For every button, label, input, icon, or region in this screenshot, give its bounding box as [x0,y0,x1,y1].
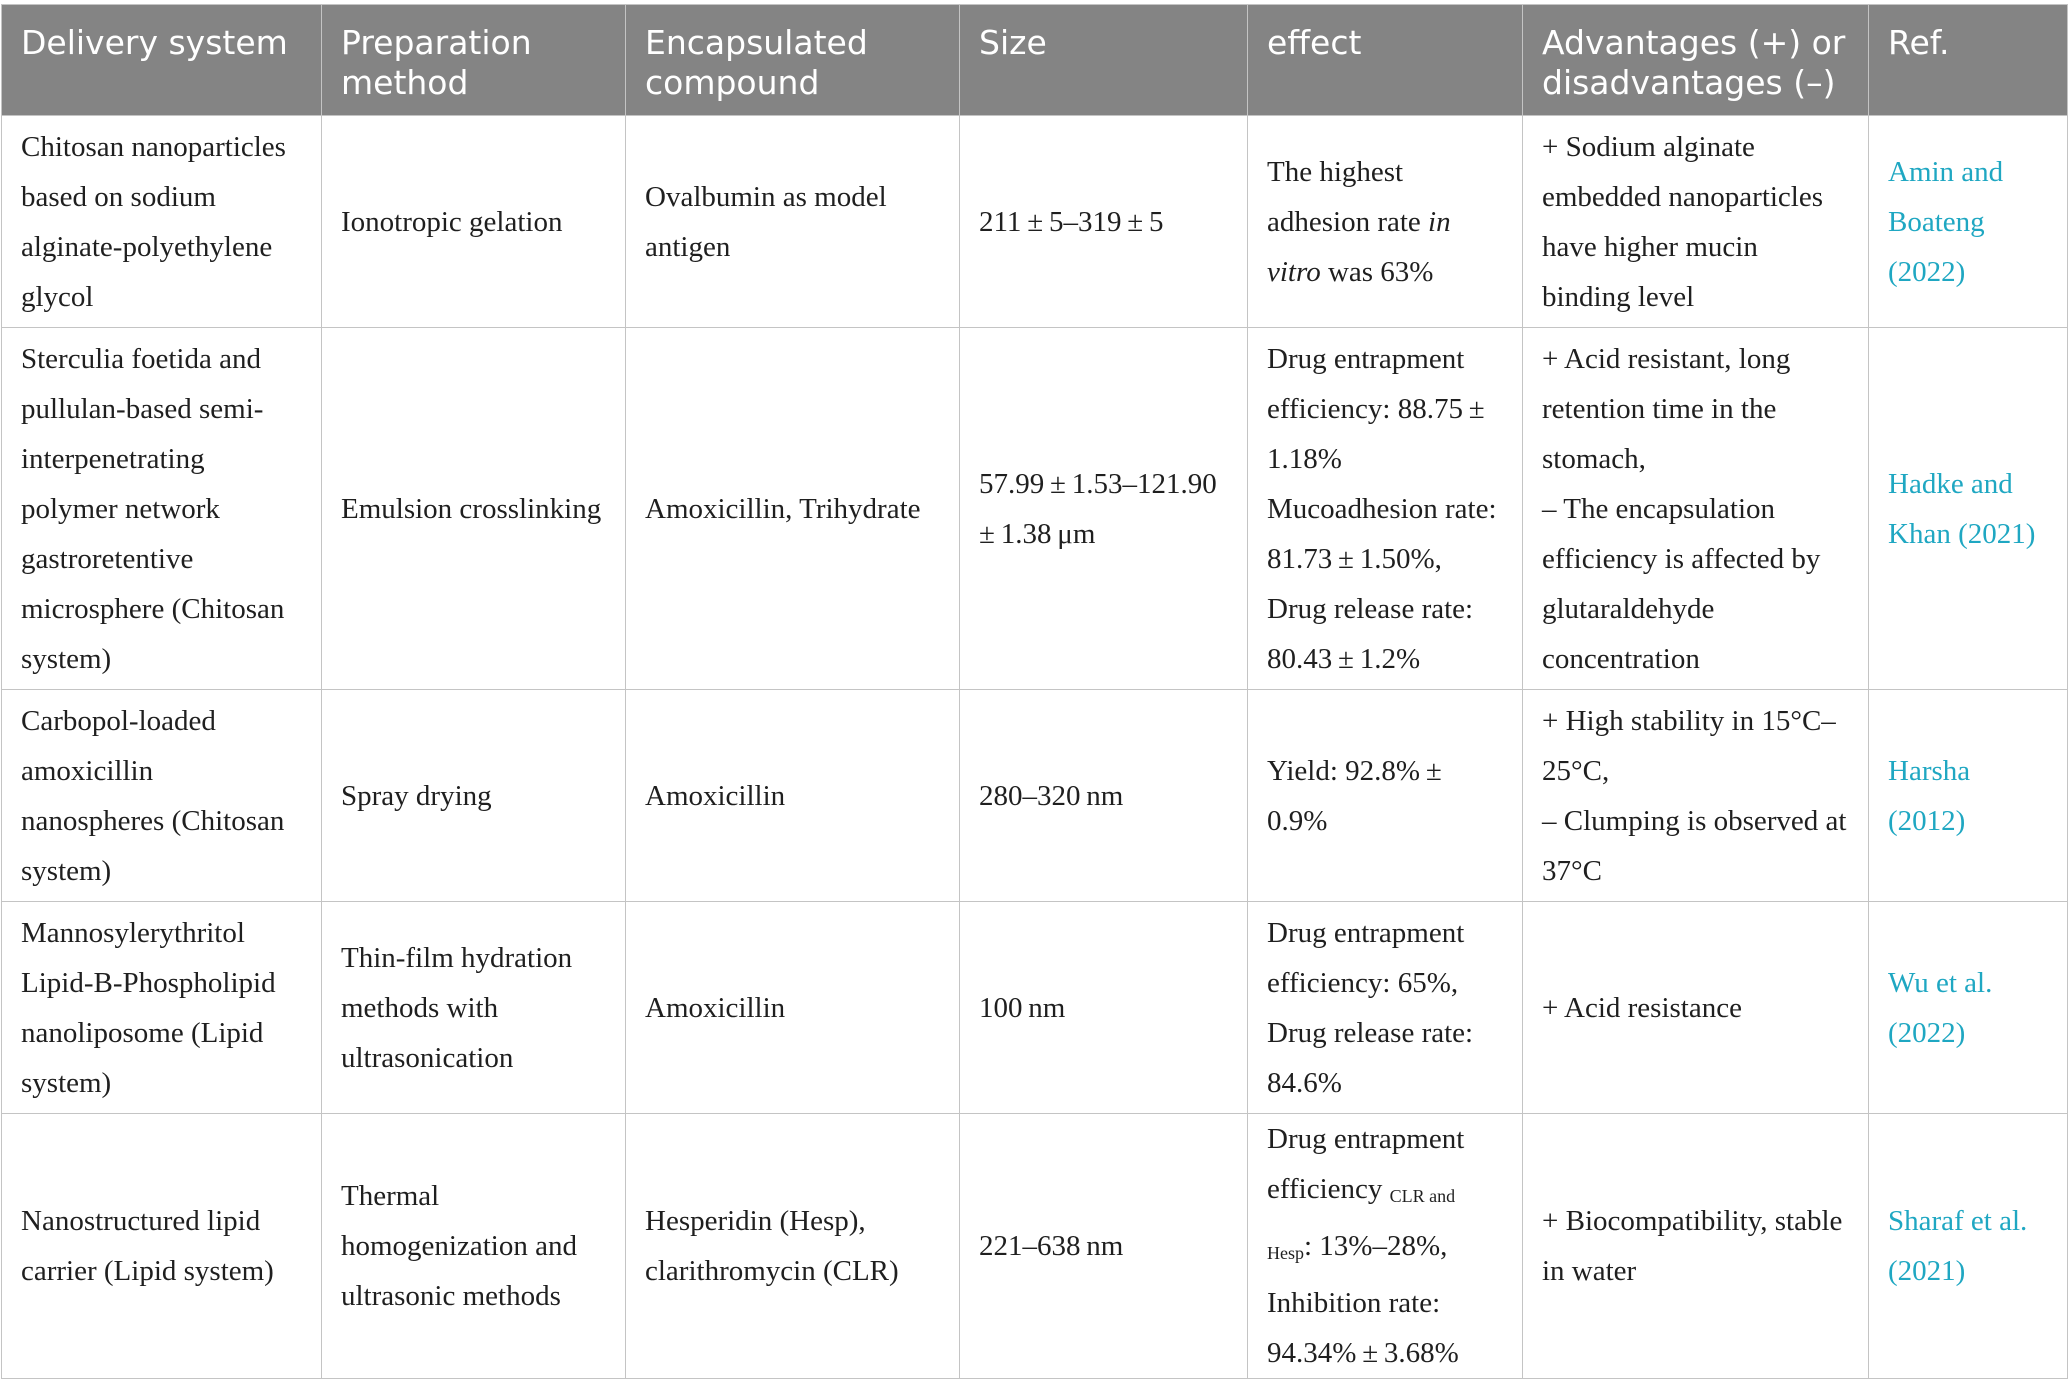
header-delivery-system: Delivery system [2,5,322,116]
table-header [2,5,2068,116]
effect-line: Drug entrapment efficiency: 65%, [1267,916,1465,999]
effect-line: Drug release rate: 84.6% [1267,1016,1474,1099]
cell-preparation-method: Emulsion crosslinking [322,328,626,690]
cell-effect [1248,690,1523,902]
cell-advantages [1523,116,1869,328]
table-row [2,902,2068,1114]
cell-effect [1248,328,1523,690]
advantage-line: + Acid resistance [1542,991,1742,1024]
advantage-line: + Sodium alginate embedded nanoparticles have higher mucin binding level [1542,130,1824,313]
reference-link[interactable]: Wu et al. (2022) [1869,902,2068,1114]
cell-size: 57.99 ± 1.53–121.90 ± 1.38 μm [960,328,1248,690]
advantage-line: + Acid resistant, long retention time in the stomach, [1542,342,1791,475]
table-row [2,116,2068,328]
effect-line: Mucoadhesion rate: 81.73 ± 1.50%, [1267,492,1497,575]
header-ref: Ref. [1869,5,2068,116]
advantage-line: + High stability in 15°C–25°C, [1542,704,1836,787]
table-body [2,116,2068,1379]
cell-encapsulated-compound: Amoxicillin [626,690,960,902]
cell-preparation-method: Ionotropic gelation [322,116,626,328]
header-encapsulated-compound: Encapsulated compound [626,5,960,116]
cell-encapsulated-compound: Amoxicillin [626,902,960,1114]
cell-delivery-system: Nanostructured lipid carrier (Lipid system) [2,1114,322,1379]
table-row [2,1114,2068,1379]
cell-size: 211 ± 5–319 ± 5 [960,116,1248,328]
cell-size: 221–638 nm [960,1114,1248,1379]
effect-line: Drug release rate: 80.43 ± 1.2% [1267,592,1474,675]
cell-preparation-method: Thermal homogenization and ultrasonic methods [322,1114,626,1379]
effect-italic-text: in vitro [1267,205,1451,288]
cell-size: 100 nm [960,902,1248,1114]
header-advantages: Advantages (+) or disadvantages (–) [1523,5,1869,116]
disadvantage-line: – Clumping is observed at 37°C [1542,804,1847,887]
cell-advantages [1523,1114,1869,1379]
cell-preparation-method: Spray drying [322,690,626,902]
effect-ee-subscript: CLR and Hesp [1267,1186,1456,1263]
effect-text: The highest adhesion rate [1267,155,1429,238]
effect-line: Drug entrapment efficiency: 88.75 ± 1.18% [1267,342,1491,475]
cell-size: 280–320 nm [960,690,1248,902]
reference-link[interactable]: Sharaf et al. (2021) [1869,1114,2068,1379]
cell-encapsulated-compound: Hesperidin (Hesp), clarithromycin (CLR) [626,1114,960,1379]
cell-advantages [1523,690,1869,902]
cell-effect [1248,116,1523,328]
effect-ee-suffix: : 13%–28%, [1304,1230,1448,1262]
reference-link[interactable]: Hadke and Khan (2021) [1869,328,2068,690]
cell-effect [1248,1114,1523,1379]
cell-advantages [1523,328,1869,690]
cell-preparation-method: Thin-film hydration methods with ultrasonication [322,902,626,1114]
cell-encapsulated-compound: Ovalbumin as model antigen [626,116,960,328]
effect-line: Inhibition rate: 94.34% ± 3.68% [1267,1287,1459,1369]
reference-link[interactable]: Harsha (2012) [1869,690,2068,902]
cell-delivery-system: Sterculia foetida and pullulan-based semi-interpenetrating polymer network gastroretentive microsphere (Chitosan system) [2,328,322,690]
cell-encapsulated-compound: Amoxicillin, Trihydrate [626,328,960,690]
effect-ee-prefix: Drug entrapment efficiency [1267,1123,1465,1205]
effect-line [1267,1114,1504,1278]
effect-line: Yield: 92.8% ± 0.9% [1267,754,1448,837]
disadvantage-line: – The encapsulation efficiency is affected by glutaraldehyde concentration [1542,492,1821,675]
header-row [2,5,2068,116]
delivery-systems-table [1,4,2068,1379]
effect-text-end: was 63% [1320,255,1434,288]
advantage-line: + Biocompatibility, stable in water [1542,1205,1843,1287]
table-row [2,690,2068,902]
cell-effect [1248,902,1523,1114]
cell-delivery-system: Chitosan nanoparticles based on sodium alginate-polyethylene glycol [2,116,322,328]
table-row [2,328,2068,690]
cell-advantages [1523,902,1869,1114]
reference-link[interactable]: Amin and Boateng (2022) [1869,116,2068,328]
cell-delivery-system: Carbopol-loaded amoxicillin nanospheres (Chitosan system) [2,690,322,902]
header-effect: effect [1248,5,1523,116]
header-preparation-method: Preparation method [322,5,626,116]
header-size: Size [960,5,1248,116]
cell-delivery-system: Mannosylerythritol Lipid-B-Phospholipid nanoliposome (Lipid system) [2,902,322,1114]
